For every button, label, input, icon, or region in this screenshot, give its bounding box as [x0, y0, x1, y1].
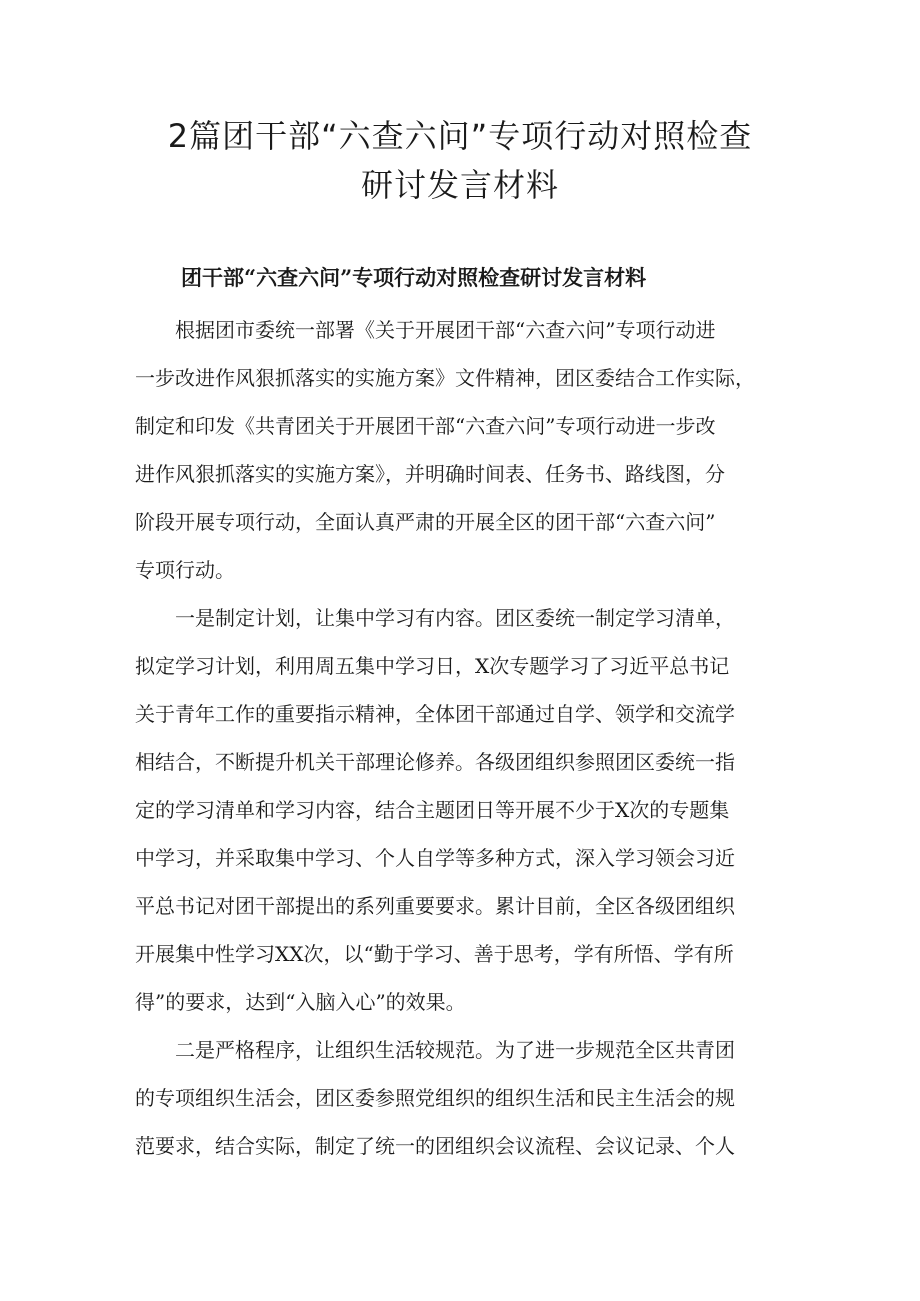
paragraph-1-line: 一步改进作风狠抓落实的实施方案》文件精神，团区委结合工作实际， — [135, 366, 755, 390]
paragraph-2-line: 拟定学习计划，利用周五集中学习日，X次专题学习了习近平总书记 — [135, 654, 730, 678]
document-title-line-2: 研讨发言材料 — [360, 166, 559, 204]
paragraph-2-line: 得”的要求，达到“入脑入心”的效果。 — [135, 990, 466, 1014]
paragraph-1-line: 专项行动。 — [135, 558, 235, 582]
document-subtitle: 团干部“六查六问”专项行动对照检查研讨发言材料 — [181, 265, 647, 290]
paragraph-2-line: 相结合，不断提升机关干部理论修养。各级团组织参照团区委统一指 — [135, 750, 735, 774]
paragraph-2-line: 中学习，并采取集中学习、个人自学等多种方式，深入学习领会习近 — [135, 846, 735, 870]
paragraph-2-line: 定的学习清单和学习内容，结合主题团日等开展不少于X次的专题集 — [135, 798, 730, 822]
document-title-line-1: 2篇团干部“六查六问”专项行动对照检查 — [167, 117, 753, 155]
paragraph-1-line: 根据团市委统一部署《关于开展团干部“六查六问”专项行动进 — [135, 318, 716, 342]
paragraph-1-line: 进作风狠抓落实的实施方案》，并明确时间表、任务书、路线图，分 — [135, 462, 725, 486]
paragraph-3-line: 的专项组织生活会，团区委参照党组织的组织生活和民主生活会的规 — [135, 1086, 735, 1110]
paragraph-3-line: 二是严格程序，让组织生活较规范。为了进一步规范全区共青团 — [135, 1038, 735, 1062]
paragraph-2-line: 开展集中性学习XX次，以“勤于学习、善于思考，学有所悟、学有所 — [135, 942, 734, 966]
paragraph-1-line: 阶段开展专项行动，全面认真严肃的开展全区的团干部“六查六问” — [135, 510, 716, 534]
paragraph-3-line: 范要求，结合实际，制定了统一的团组织会议流程、会议记录、个人 — [135, 1134, 735, 1158]
paragraph-2-line: 一是制定计划，让集中学习有内容。团区委统一制定学习清单， — [135, 606, 735, 630]
paragraph-1-line: 制定和印发《共青团关于开展团干部“六查六问”专项行动进一步改 — [135, 414, 716, 438]
paragraph-2-line: 关于青年工作的重要指示精神，全体团干部通过自学、领学和交流学 — [135, 702, 735, 726]
paragraph-2-line: 平总书记对团干部提出的系列重要要求。累计目前，全区各级团组织 — [135, 894, 735, 918]
